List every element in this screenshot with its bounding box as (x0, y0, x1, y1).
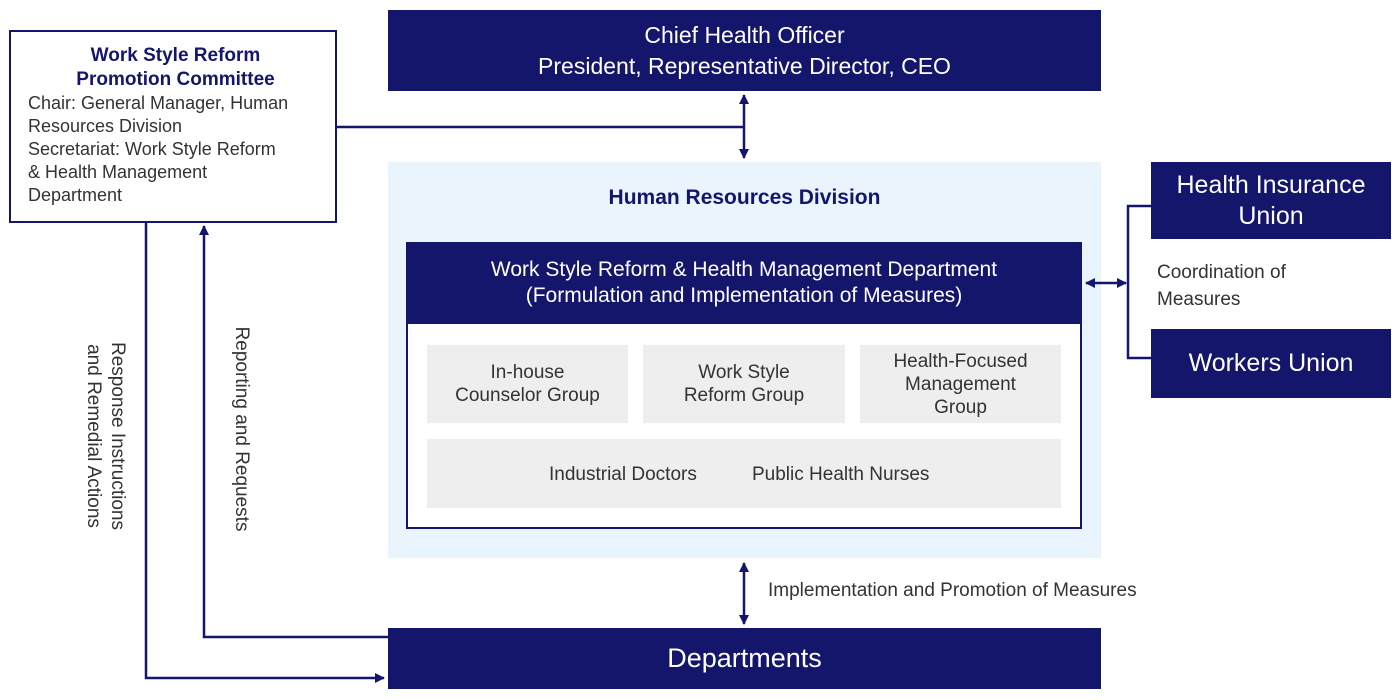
coordination-label-line: Coordination of (1157, 262, 1286, 283)
committee-secretariat-line: Secretariat: Work Style Reform (28, 139, 276, 159)
implementation-label: Implementation and Promotion of Measures (768, 580, 1137, 601)
group-label: Management (905, 373, 1016, 395)
group-label: In-house (490, 362, 565, 383)
group-label: Health-Focused (893, 350, 1028, 372)
hr-division-title: Human Resources Division (608, 186, 881, 209)
reporting-arrow (204, 226, 388, 637)
public-health-nurses-label: Public Health Nurses (752, 464, 930, 485)
response-label-line: and Remedial Actions (83, 344, 104, 528)
response-label-line: Response Instructions (107, 342, 128, 530)
committee-secretariat-line: & Health Management (28, 162, 208, 182)
committee-secretariat-line: Department (28, 185, 123, 205)
department-name: Work Style Reform & Health Management Department (490, 258, 998, 281)
ceo-subtitle: President, Representative Director, CEO (538, 52, 951, 79)
union-bracket (1128, 206, 1151, 358)
committee-chair-line: Chair: General Manager, Human (28, 93, 289, 113)
group-label: Group (934, 396, 987, 418)
reporting-requests-label: Reporting and Requests (231, 326, 252, 532)
group-label: Work Style (698, 362, 790, 383)
response-arrow (146, 223, 384, 678)
committee-title-line: Promotion Committee (76, 69, 275, 90)
union-label: Health Insurance (1176, 170, 1366, 199)
coordination-label-line: Measures (1157, 289, 1241, 310)
department-role: (Formulation and Implementation of Measures) (525, 284, 963, 307)
industrial-doctors-label: Industrial Doctors (549, 464, 697, 485)
departments-label: Departments (667, 643, 822, 673)
ceo-title: Chief Health Officer (644, 21, 845, 48)
union-label: Union (1238, 201, 1304, 230)
group-label: Reform Group (683, 385, 805, 406)
group-label: Counselor Group (455, 385, 600, 406)
union-label: Workers Union (1188, 349, 1354, 377)
committee-title-line: Work Style Reform (90, 45, 261, 66)
committee-chair-line: Resources Division (28, 116, 183, 136)
